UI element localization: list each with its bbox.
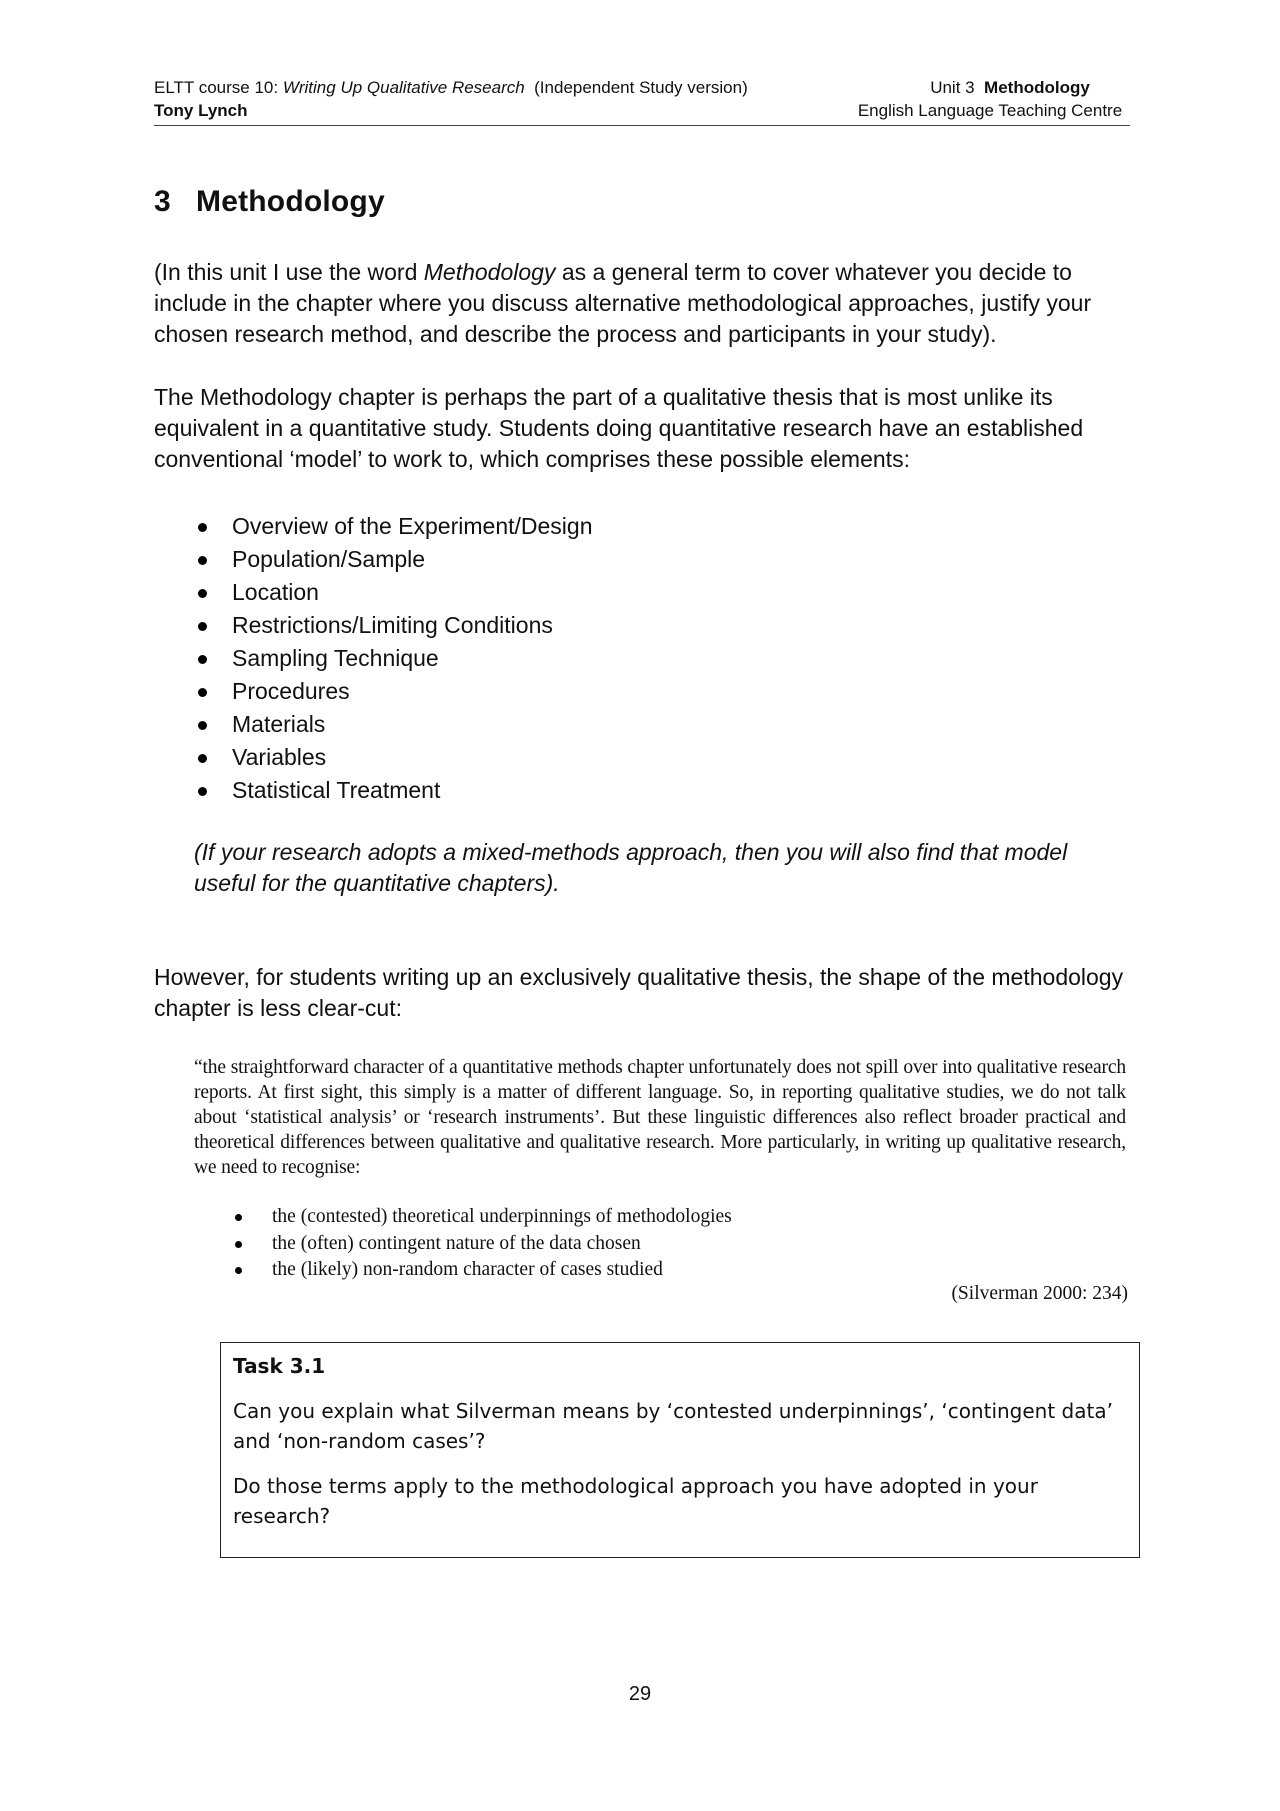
elements-list: [194, 510, 894, 807]
list-item: the (contested) theoretical underpinnings of methodologies: [232, 1204, 932, 1231]
intro-paragraph: (In this unit I use the word Methodology as a general term to cover whatever you decide to include in the chapter where you discuss alternative methodological approaches, justify your chosen research method, and describe the process and participants in your study).: [154, 259, 1092, 347]
header-right: [850, 76, 1130, 122]
quote-citation: (Silverman 2000: 234): [951, 1283, 1128, 1304]
course-title: Writing Up Qualitative Research: [282, 78, 525, 97]
list-item: Procedures: [194, 675, 894, 708]
list-item: Variables: [194, 741, 894, 774]
list-item: Population/Sample: [194, 543, 894, 576]
quantitative-paragraph: The Methodology chapter is perhaps the part of a qualitative thesis that is most unlike its equivalent in a quantitative study. Students doing quantitative research have an established conventional ‘model’ to work to, which comprises these possible elements:: [154, 384, 1084, 472]
chapter-heading: [154, 185, 385, 219]
author-name: Tony Lynch: [154, 101, 248, 120]
page-number: 29: [628, 1683, 652, 1705]
chapter-number: 3: [154, 185, 171, 218]
course-line: ELTT course 10: Writing Up Qualitative Research (Independent Study version): [154, 78, 748, 97]
list-item: Sampling Technique: [194, 642, 894, 675]
methodology-term: Methodology: [423, 259, 556, 285]
silverman-quote: “the straightforward character of a quantitative methods chapter unfortunately does not spill over into qualitative research reports. At first sight, this simply is a matter of different language. So, in reporting qualitative studies, we do not talk about ‘statistical analysis’ or ‘research instruments’. But these linguistic differences also reflect broader practical and theoretical differences between qualitative and qualitative research. More particularly, in writing up qualitative research, we need to recognise:: [194, 1057, 1126, 1178]
list-item: the (likely) non-random character of cases studied: [232, 1257, 932, 1284]
quote-bullets: [232, 1204, 932, 1284]
list-item: Statistical Treatment: [194, 774, 894, 807]
task-question-2: Do those terms apply to the methodological approach you have adopted in your research?: [233, 1474, 1038, 1528]
header-left: [154, 76, 748, 122]
list-item: the (often) contingent nature of the data chosen: [232, 1231, 932, 1258]
unit-name: Methodology: [984, 78, 1090, 97]
task-title: Task 3.1: [233, 1354, 326, 1378]
page-header: [154, 76, 1130, 126]
mixed-methods-note: (If your research adopts a mixed-methods approach, then you will also find that model useful for the quantitative chapters).: [194, 839, 1068, 896]
chapter-title: Methodology: [196, 185, 385, 218]
list-item: Restrictions/Limiting Conditions: [194, 609, 894, 642]
unit-line: Unit 3 Methodology: [930, 78, 1090, 97]
centre-name: English Language Teaching Centre: [857, 101, 1123, 120]
list-item: Overview of the Experiment/Design: [194, 510, 894, 543]
qualitative-paragraph: However, for students writing up an exclusively qualitative thesis, the shape of the methodology chapter is less clear-cut:: [154, 964, 1124, 1021]
list-item: Location: [194, 576, 894, 609]
list-item: Materials: [194, 708, 894, 741]
task-box: [220, 1342, 1140, 1558]
task-question-1: Can you explain what Silverman means by ‘contested underpinnings’, ‘contingent data’ and ‘non-random cases’?: [233, 1399, 1113, 1453]
